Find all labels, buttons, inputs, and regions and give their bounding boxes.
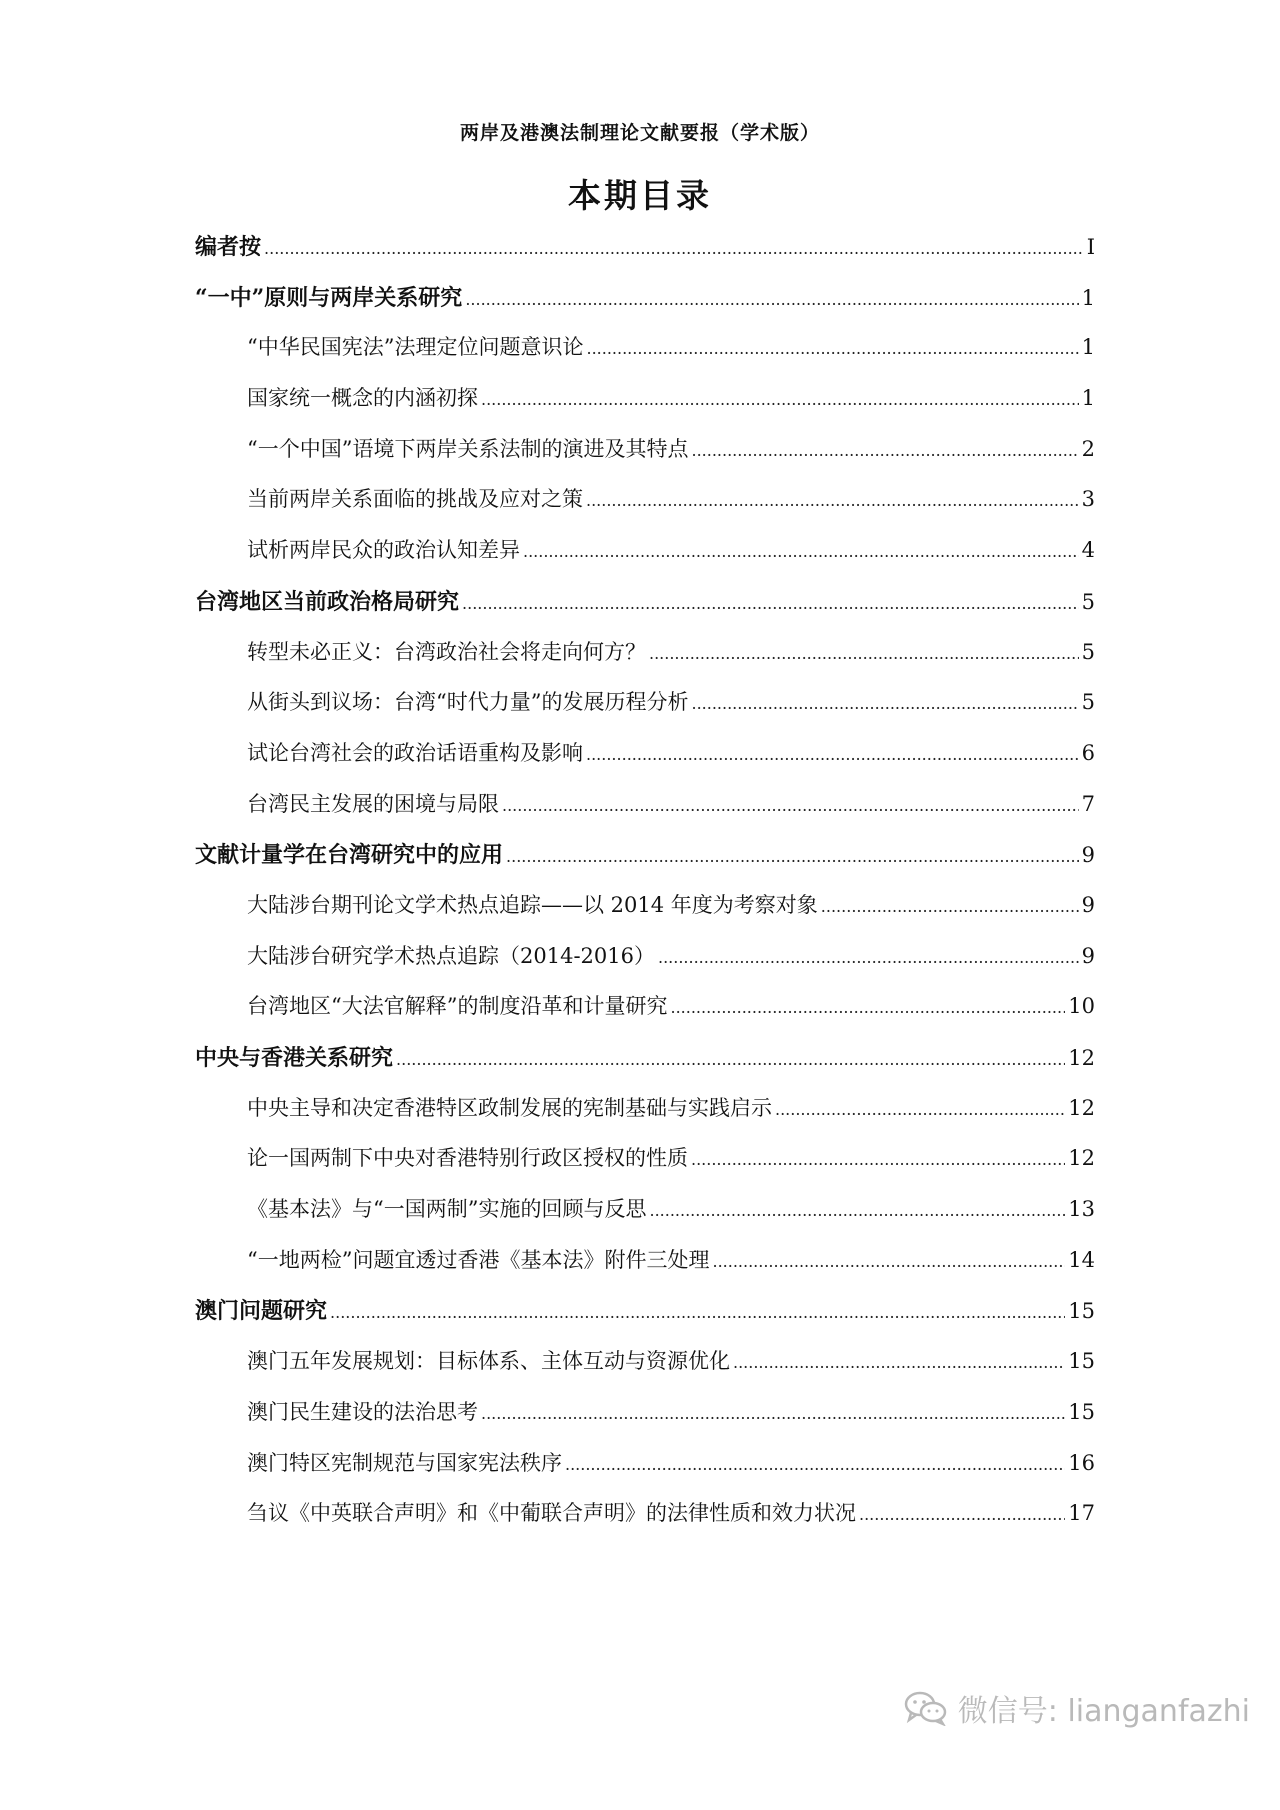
toc-leader-dots	[565, 1455, 1065, 1474]
toc-entry-row	[195, 1497, 1095, 1548]
toc-page-number: 13	[1068, 1197, 1095, 1222]
toc-entry-title: 试析两岸民众的政治认知差异	[247, 538, 520, 563]
toc-entry-title: 澳门五年发展规划：目标体系、主体互动与资源优化	[247, 1349, 730, 1374]
document-header: 两岸及港澳法制理论文献要报（学术版）	[459, 122, 820, 144]
page-title: 本期目录	[568, 176, 712, 215]
toc-section-title: 澳门问题研究	[195, 1298, 328, 1325]
toc-page-number: 12	[1068, 1046, 1095, 1070]
toc-leader-dots	[658, 948, 1079, 967]
toc-section-row	[195, 1294, 1095, 1345]
toc-entry-row	[195, 889, 1095, 940]
toc-leader-dots	[712, 1252, 1065, 1271]
toc-page-number: 4	[1081, 538, 1095, 563]
toc-page-number: I	[1086, 235, 1095, 259]
toc-entry-title: 国家统一概念的内涵初探	[247, 386, 478, 411]
toc-entry-row	[195, 1193, 1095, 1244]
toc-entry-title: 澳门民生建设的法治思考	[247, 1399, 478, 1424]
toc-entry-row	[195, 534, 1095, 585]
toc-entry-title: 大陆涉台研究学术热点追踪（2014-2016）	[247, 943, 655, 968]
toc-entry-title: 大陆涉台期刊论文学术热点追踪——以 2014 年度为考察对象	[247, 892, 818, 917]
toc-entry-title: 刍议《中英联合声明》和《中葡联合声明》的法律性质和效力状况	[247, 1501, 856, 1526]
toc-leader-dots	[506, 847, 1079, 866]
toc-page-number: 10	[1068, 994, 1095, 1019]
toc-leader-dots	[586, 339, 1078, 358]
toc-leader-dots	[691, 1150, 1065, 1169]
toc-leader-dots	[502, 796, 1079, 815]
toc-leader-dots	[481, 390, 1079, 409]
toc-entry-title: 论一国两制下中央对香港特别行政区授权的性质	[247, 1146, 688, 1171]
toc-page-number: 5	[1081, 589, 1095, 614]
toc-entry-title: 《基本法》与“一国两制”实施的回顾与反思	[247, 1197, 647, 1222]
toc-entry-title: “一地两检”问题宜透过香港《基本法》附件三处理	[247, 1247, 710, 1272]
toc-page-number: 17	[1068, 1501, 1095, 1526]
toc-page-number: 12	[1068, 1146, 1095, 1171]
toc-section-title: 文献计量学在台湾研究中的应用	[195, 842, 504, 869]
toc-leader-dots	[465, 290, 1078, 309]
toc-leader-dots	[462, 594, 1079, 613]
toc-entry-row	[195, 483, 1095, 534]
toc-page-number: 14	[1068, 1247, 1095, 1272]
toc-page-number: 15	[1068, 1299, 1095, 1324]
toc-page-number: 16	[1068, 1450, 1095, 1475]
toc-leader-dots	[523, 542, 1079, 561]
toc-entry-title: 中央主导和决定香港特区政制发展的宪制基础与实践启示	[247, 1095, 772, 1120]
toc-leader-dots	[733, 1353, 1065, 1372]
toc-page-number: 12	[1068, 1095, 1095, 1120]
toc-page-number: 6	[1081, 740, 1095, 765]
toc-entry-row	[195, 331, 1095, 382]
toc-entry-row	[195, 737, 1095, 788]
toc-page-number: 1	[1081, 285, 1095, 310]
watermark-text: 微信号: lianganfazhi	[957, 1694, 1250, 1729]
toc-leader-dots	[821, 897, 1079, 916]
toc-entry-title: 转型未必正义：台湾政治社会将走向何方？	[247, 639, 646, 664]
toc-page-number: 1	[1081, 335, 1095, 360]
toc-leader-dots	[670, 998, 1065, 1017]
toc-section-row	[195, 585, 1095, 636]
toc-page-number: 9	[1081, 943, 1095, 968]
toc-page-number: 5	[1081, 639, 1095, 664]
toc-entry-title: 试论台湾社会的政治话语重构及影响	[247, 740, 583, 765]
toc-entry-row	[195, 788, 1095, 839]
toc-entry-title: 澳门特区宪制规范与国家宪法秩序	[247, 1450, 562, 1475]
toc-page-number: 9	[1081, 892, 1095, 917]
toc-leader-dots	[649, 644, 1079, 663]
toc-section-row	[195, 281, 1095, 332]
toc-leader-dots	[586, 491, 1079, 510]
toc-entry-title: “一个中国”语境下两岸关系法制的演进及其特点	[247, 436, 689, 461]
toc-section-row	[195, 230, 1095, 281]
toc-leader-dots	[481, 1404, 1065, 1423]
toc-leader-dots	[691, 441, 1078, 460]
toc-entry-title: “中华民国宪法”法理定位问题意识论	[247, 335, 584, 360]
toc-leader-dots	[775, 1100, 1065, 1119]
toc-section-title: “一中”原则与两岸关系研究	[195, 284, 463, 311]
toc-entry-title: 从街头到议场：台湾“时代力量”的发展历程分析	[247, 690, 689, 715]
toc-entry-row	[195, 1396, 1095, 1447]
toc-page-number: 15	[1068, 1349, 1095, 1374]
toc-leader-dots	[264, 239, 1084, 258]
toc-section-row	[195, 1041, 1095, 1092]
toc-leader-dots	[859, 1505, 1065, 1524]
toc-entry-row	[195, 686, 1095, 737]
toc-entry-row	[195, 1092, 1095, 1143]
toc-section-title: 中央与香港关系研究	[195, 1045, 394, 1071]
toc-entry-row	[195, 382, 1095, 433]
toc-leader-dots	[691, 694, 1078, 713]
toc-entry-row	[195, 1345, 1095, 1396]
toc-page-number: 15	[1068, 1399, 1095, 1424]
toc-entry-row	[195, 433, 1095, 484]
toc-entry-row	[195, 940, 1095, 991]
toc-section-title: 台湾地区当前政治格局研究	[195, 588, 460, 615]
toc-section-title: 编者按	[195, 234, 262, 260]
toc-leader-dots	[330, 1303, 1065, 1322]
toc-entry-row	[195, 1142, 1095, 1193]
toc-entry-row	[195, 990, 1095, 1041]
toc-page-number: 1	[1081, 386, 1095, 411]
toc-leader-dots	[649, 1201, 1065, 1220]
toc-page-number: 9	[1081, 843, 1095, 868]
watermark	[904, 1686, 1250, 1730]
toc-entry-title: 台湾民主发展的困境与局限	[247, 791, 499, 816]
toc-entry-title: 台湾地区“大法官解释”的制度沿革和计量研究	[247, 994, 668, 1019]
table-of-contents	[195, 230, 1095, 1548]
toc-section-row	[195, 838, 1095, 889]
toc-page-number: 7	[1081, 791, 1095, 816]
toc-entry-row	[195, 1447, 1095, 1498]
toc-page-number: 5	[1081, 690, 1095, 715]
toc-page-number: 3	[1081, 487, 1095, 512]
toc-entry-title: 当前两岸关系面临的挑战及应对之策	[247, 487, 583, 512]
toc-entry-row	[195, 636, 1095, 687]
toc-page-number: 2	[1081, 436, 1095, 461]
toc-entry-row	[195, 1244, 1095, 1295]
toc-leader-dots	[396, 1050, 1065, 1069]
wechat-icon	[904, 1690, 948, 1726]
toc-leader-dots	[586, 745, 1079, 764]
